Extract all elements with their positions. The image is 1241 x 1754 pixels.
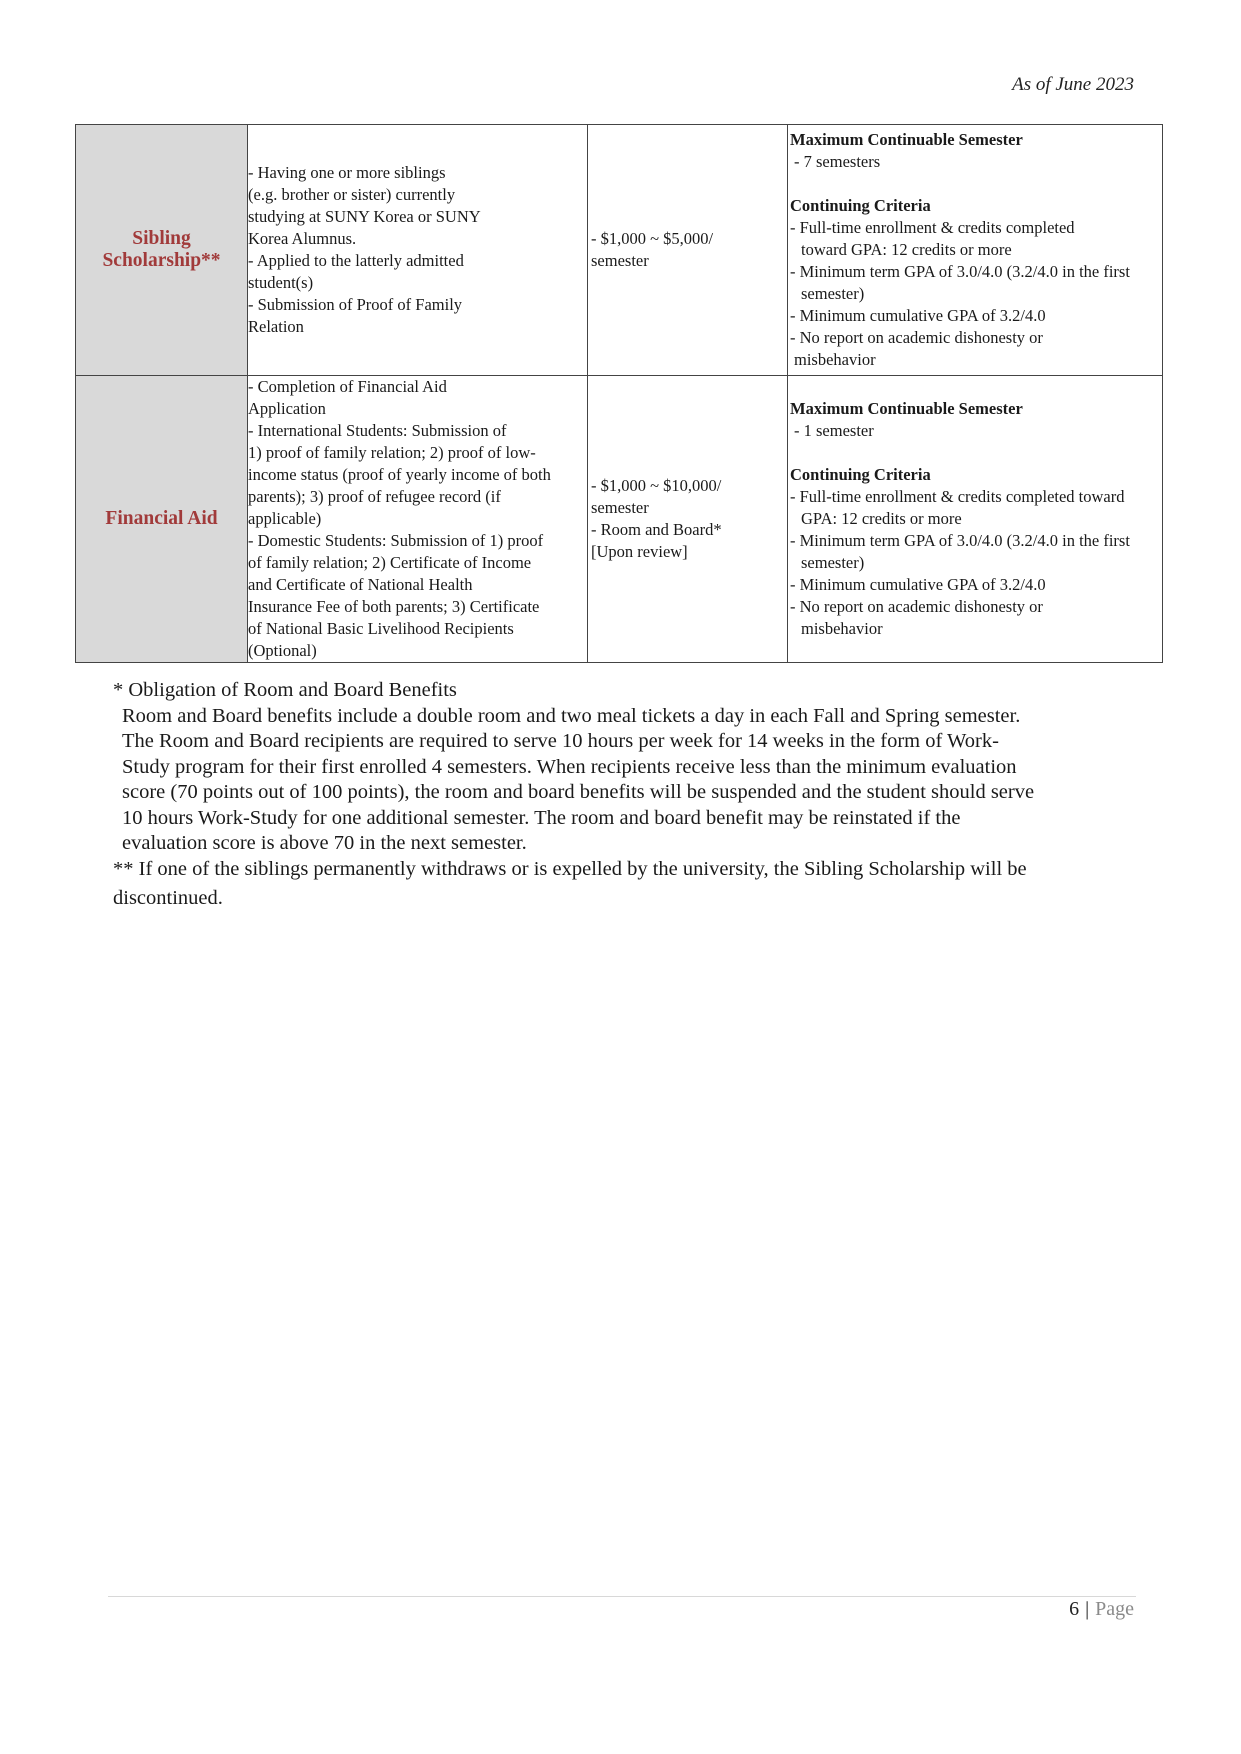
room-board-note-line: Room and Board benefits include a double room and two meal tickets a day in each Fall and Spring semester. [122, 704, 1021, 727]
room-board-note-title: * Obligation of Room and Board Benefits [113, 679, 457, 701]
page-footer [1069, 1598, 1134, 1621]
scholarship-name-cell [76, 376, 248, 663]
footer-divider [108, 1596, 1136, 1597]
criteria-line: semester) [801, 553, 865, 572]
criteria-line: - No report on academic dishonesty or [790, 328, 1043, 347]
criteria-line: toward GPA: 12 credits or more [801, 240, 1012, 259]
criteria-heading: Continuing Criteria [790, 465, 931, 484]
eligibility-line: Relation [248, 317, 304, 336]
page-label: Page [1095, 1598, 1134, 1620]
header-date: As of June 2023 [1012, 74, 1134, 95]
amount-line: - $1,000 ~ $10,000/ [591, 476, 722, 495]
room-board-note-line: score (70 points out of 100 points), the room and board benefits will be suspended and the student should serve [122, 781, 1035, 803]
eligibility-line: of family relation; 2) Certificate of Income [248, 553, 532, 572]
eligibility-line: (e.g. brother or sister) currently [248, 185, 456, 204]
eligibility-line: parents); 3) proof of refugee record (if [248, 487, 501, 506]
footnotes [113, 678, 1143, 912]
page-number: 6 [1069, 1598, 1080, 1620]
sibling-note-line: discontinued. [113, 887, 223, 909]
eligibility-line: - International Students: Submission of [248, 421, 507, 440]
eligibility-line: studying at SUNY Korea or SUNY [248, 207, 481, 226]
criteria-line: - Full-time enrollment & credits completed [790, 218, 1075, 237]
table-row-sibling-scholarship [76, 125, 1163, 376]
criteria-line: misbehavior [794, 350, 876, 369]
eligibility-line: - Having one or more siblings [248, 163, 446, 182]
amount-line: semester [591, 251, 649, 270]
eligibility-line: Korea Alumnus. [248, 229, 357, 248]
criteria-line: - Minimum term GPA of 3.0/4.0 (3.2/4.0 in the first [790, 531, 1130, 550]
amount-line: semester [591, 498, 649, 517]
amount-line: [Upon review] [591, 542, 688, 561]
eligibility-line: - Submission of Proof of Family [248, 295, 463, 314]
eligibility-line: - Completion of Financial Aid [248, 377, 447, 396]
eligibility-line: (Optional) [248, 641, 317, 660]
continuation-cell [788, 125, 1163, 376]
room-board-note-line: 10 hours Work-Study for one additional semester. The room and board benefit may be reinstated if the [122, 806, 961, 829]
criteria-line: - Full-time enrollment & credits completed toward [790, 487, 1125, 506]
continuation-cell [788, 376, 1163, 663]
criteria-line: misbehavior [801, 619, 883, 638]
criteria-line: semester) [801, 284, 865, 303]
room-board-note-line: evaluation score is above 70 in the next semester. [122, 832, 527, 854]
room-board-note-line: Study program for their first enrolled 4 semesters. When recipients receive less than the minimum evaluation [122, 755, 1017, 778]
max-semester-heading: Maximum Continuable Semester [790, 399, 1023, 418]
criteria-line: - Minimum term GPA of 3.0/4.0 (3.2/4.0 in the first [790, 262, 1130, 281]
eligibility-line: income status (proof of yearly income of both [248, 465, 551, 484]
scholarship-name-cell [76, 125, 248, 376]
eligibility-cell [248, 376, 588, 663]
eligibility-line: Insurance Fee of both parents; 3) Certificate [248, 597, 540, 616]
max-semester-value: - 1 semester [794, 421, 874, 440]
criteria-heading: Continuing Criteria [790, 196, 931, 215]
max-semester-value: - 7 semesters [794, 152, 881, 171]
amount-line: - Room and Board* [591, 520, 722, 539]
scholarship-name: Sibling [132, 228, 191, 249]
eligibility-cell [248, 125, 588, 376]
criteria-line: GPA: 12 credits or more [801, 509, 962, 528]
sibling-note-line: ** If one of the siblings permanently withdraws or is expelled by the university, the Sibling Scholarship will be [113, 857, 1027, 880]
scholarship-table [75, 124, 1163, 663]
criteria-line: - Minimum cumulative GPA of 3.2/4.0 [790, 306, 1046, 325]
page-separator: | [1085, 1598, 1090, 1620]
eligibility-line: - Domestic Students: Submission of 1) proof [248, 531, 544, 550]
room-board-note-line: The Room and Board recipients are required to serve 10 hours per week for 14 weeks in the form of Work- [122, 730, 999, 752]
eligibility-line: of National Basic Livelihood Recipients [248, 619, 514, 638]
scholarship-name: Financial Aid [105, 508, 218, 529]
spacer [790, 442, 1162, 464]
amount-cell [588, 125, 788, 376]
eligibility-line: Application [248, 399, 326, 418]
eligibility-line: student(s) [248, 273, 314, 292]
table-row-financial-aid [76, 376, 1163, 663]
scholarship-name: Scholarship** [102, 250, 221, 271]
spacer [790, 173, 1162, 195]
eligibility-line: and Certificate of National Health [248, 575, 473, 594]
criteria-line: - No report on academic dishonesty or [790, 597, 1043, 616]
eligibility-line: applicable) [248, 509, 322, 528]
amount-line: - $1,000 ~ $5,000/ [591, 229, 714, 248]
eligibility-line: 1) proof of family relation; 2) proof of low- [248, 443, 536, 462]
amount-cell [588, 376, 788, 663]
criteria-line: - Minimum cumulative GPA of 3.2/4.0 [790, 575, 1046, 594]
eligibility-line: - Applied to the latterly admitted [248, 251, 464, 270]
max-semester-heading: Maximum Continuable Semester [790, 130, 1023, 149]
